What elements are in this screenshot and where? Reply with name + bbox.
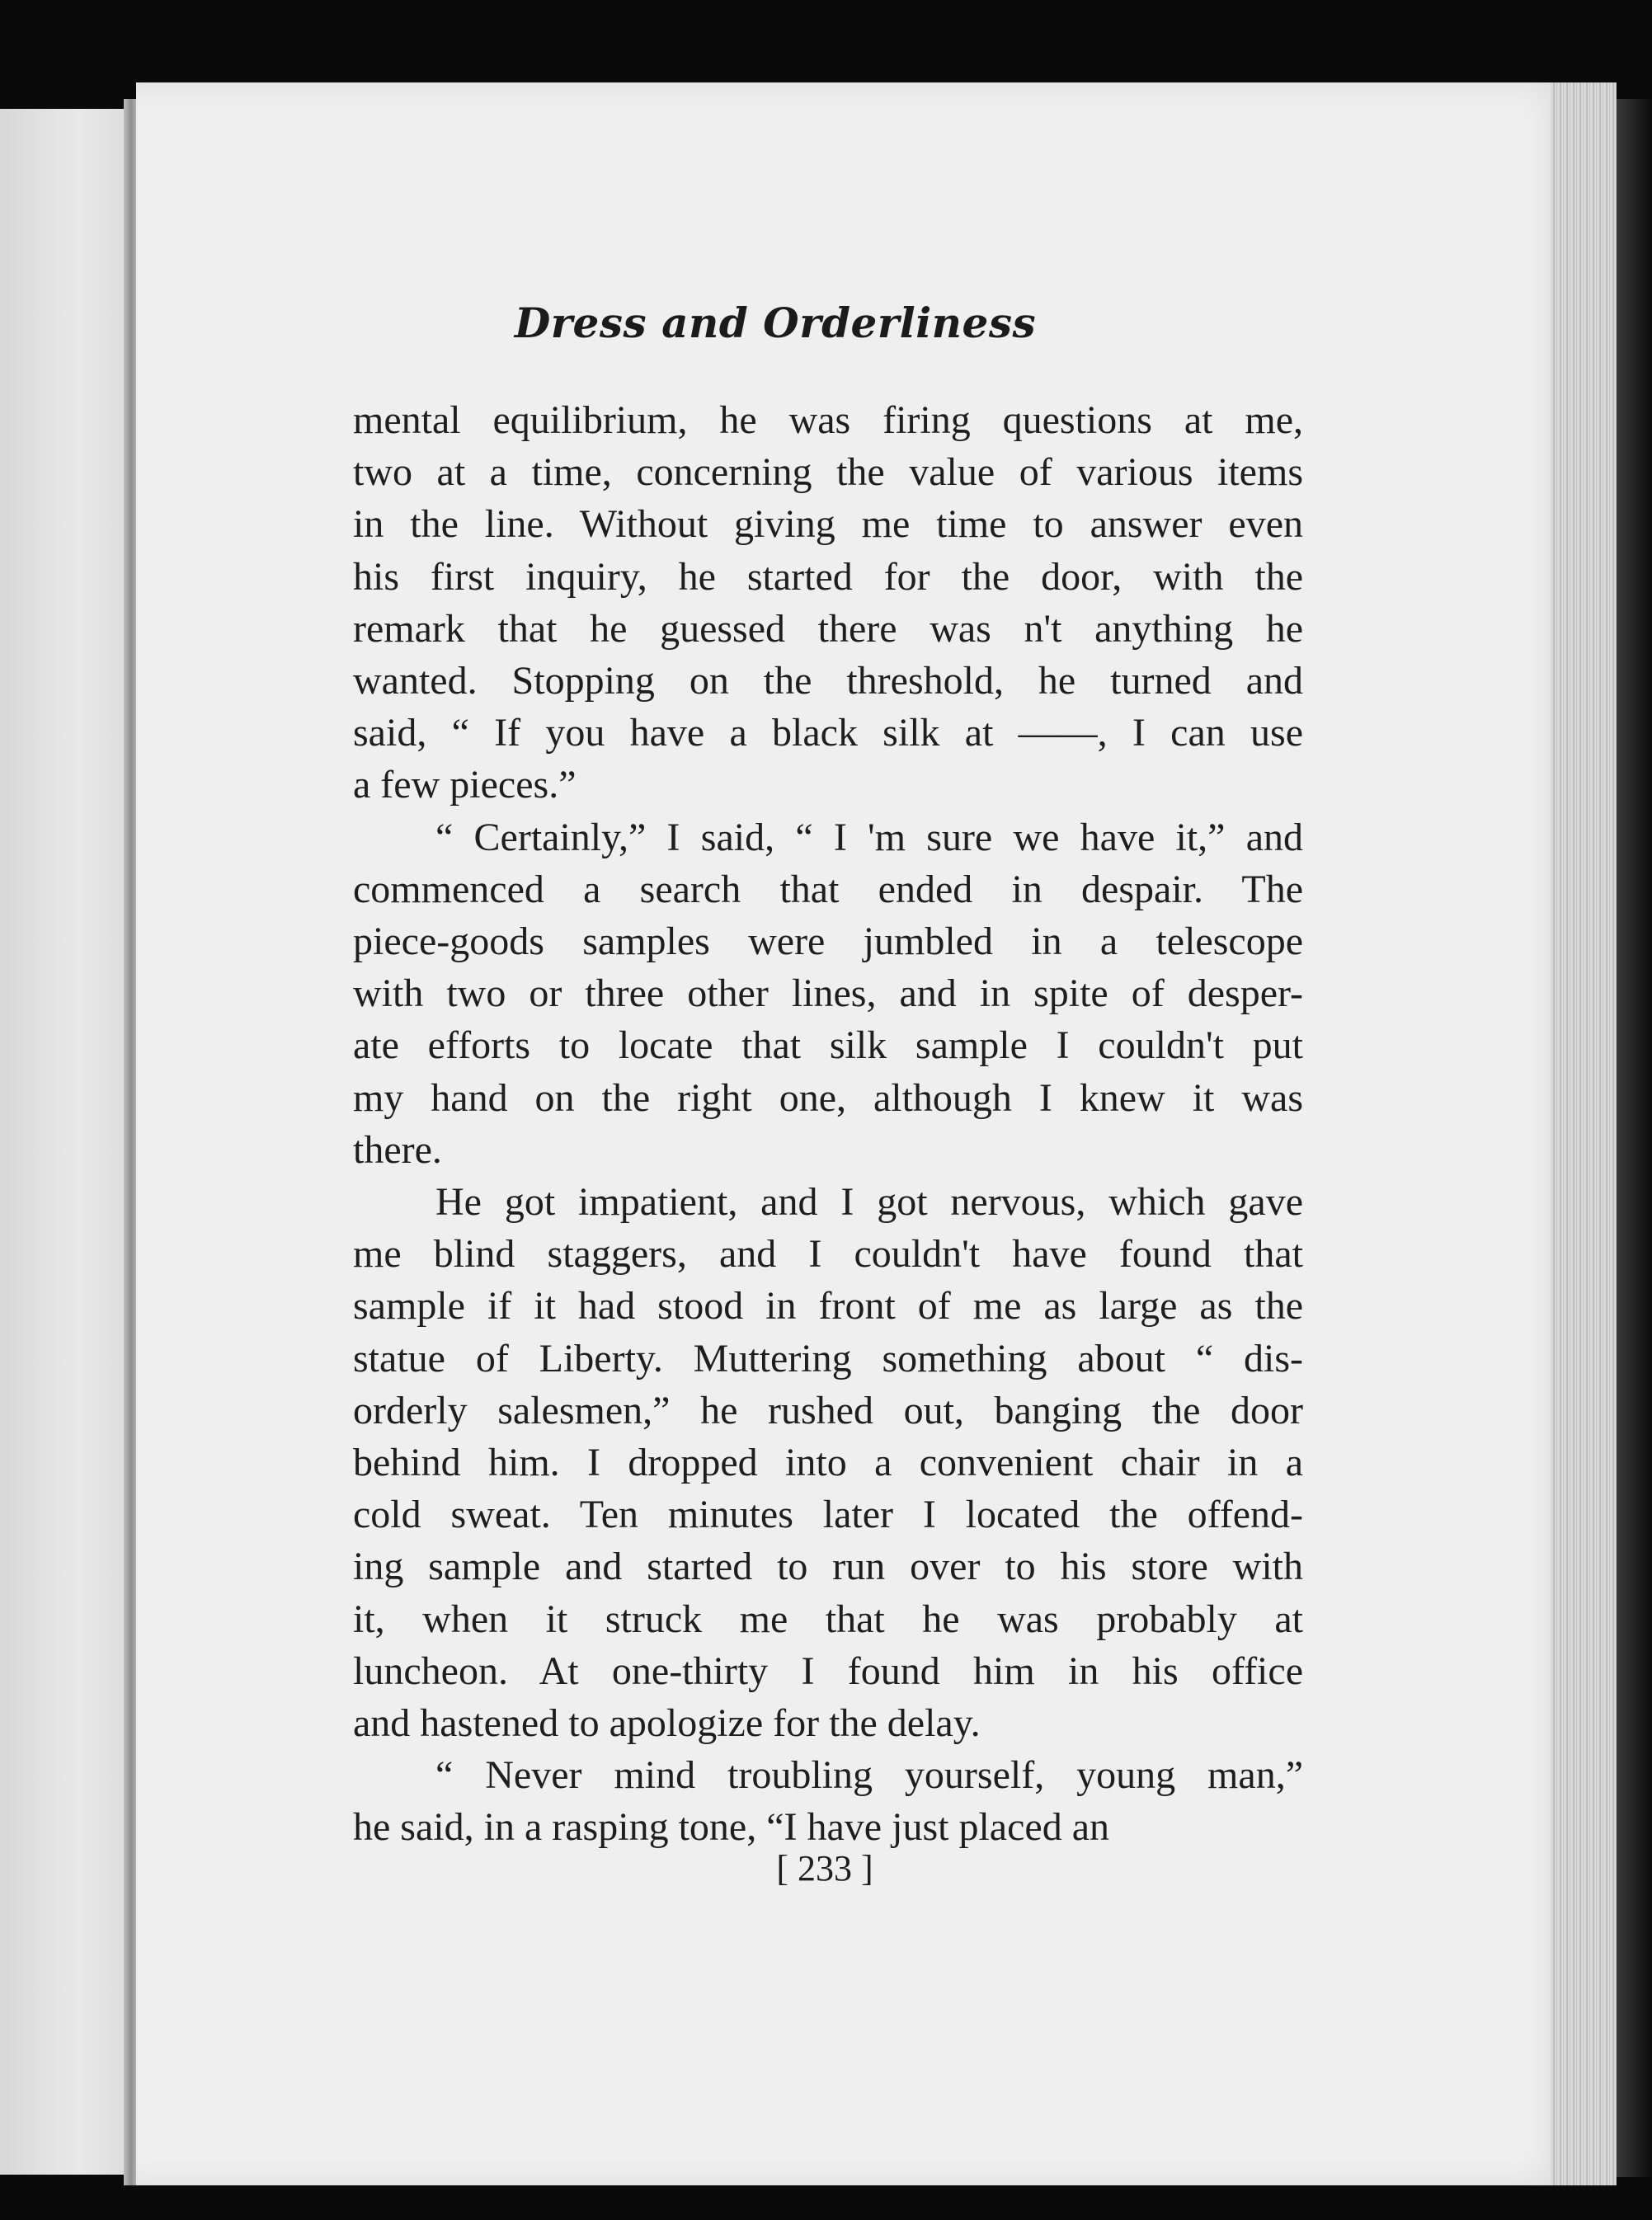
text-line: ing sample and started to run over to his store with <box>353 1545 1303 1589</box>
text-line: wanted. Stopping on the threshold, he turned and <box>353 659 1303 703</box>
text-line: it, when it struck me that he was probably at <box>353 1597 1303 1641</box>
paragraph <box>353 1176 1303 1749</box>
text-line: sample if it had stood in front of me as large as the <box>353 1284 1303 1329</box>
text-line: a few pieces.” <box>353 763 577 807</box>
text-line: ate efforts to locate that silk sample I couldn't put <box>353 1023 1303 1068</box>
paragraph <box>353 394 1303 811</box>
text-line: said, “ If you have a black silk at ——, I can use <box>353 711 1303 755</box>
text-line: me blind staggers, and I couldn't have found that <box>353 1232 1303 1277</box>
text-line: his first inquiry, he started for the door, with the <box>353 554 1303 599</box>
text-line: commenced a search that ended in despair. The <box>353 867 1303 911</box>
text-line: he said, in a rasping tone, “I have just placed an <box>353 1805 1110 1850</box>
body-text <box>353 394 1303 1854</box>
text-line: statue of Liberty. Muttering something about “ dis- <box>353 1336 1303 1380</box>
text-line: cold sweat. Ten minutes later I located the offend- <box>353 1493 1303 1537</box>
page-number: [ 233 ] <box>776 1848 873 1888</box>
text-line: remark that he guessed there was n't anything he <box>353 606 1303 651</box>
book-cover-edge <box>1617 99 1652 2177</box>
text-line: “ Certainly,” I said, “ I 'm sure we have it,” and <box>435 815 1303 859</box>
text-line: piece-goods samples were jumbled in a telescope <box>353 920 1303 964</box>
text-line: behind him. I dropped into a convenient chair in a <box>353 1441 1303 1485</box>
text-line: He got impatient, and I got nervous, which gave <box>435 1180 1303 1225</box>
paragraph <box>353 811 1303 1176</box>
page-edges <box>1551 82 1617 2185</box>
running-head: Dress and Orderliness <box>514 299 1037 347</box>
text-line: two at a time, concerning the value of various items <box>353 450 1303 495</box>
text-line: there. <box>353 1127 442 1172</box>
text-line: in the line. Without giving me time to answer even <box>353 502 1303 547</box>
text-line: mental equilibrium, he was firing questions at me, <box>353 398 1303 442</box>
text-line: “ Never mind troubling yourself, young man,” <box>435 1753 1303 1798</box>
text-line: my hand on the right one, although I knew it was <box>353 1075 1303 1120</box>
left-page-edge <box>0 109 132 2175</box>
text-line: luncheon. At one-thirty I found him in his office <box>353 1649 1303 1693</box>
text-line: and hastened to apologize for the delay. <box>353 1701 981 1746</box>
paragraph <box>353 1749 1303 1853</box>
text-line: with two or three other lines, and in spite of desper- <box>353 971 1303 1016</box>
text-line: orderly salesmen,” he rushed out, banging the door <box>353 1388 1303 1432</box>
